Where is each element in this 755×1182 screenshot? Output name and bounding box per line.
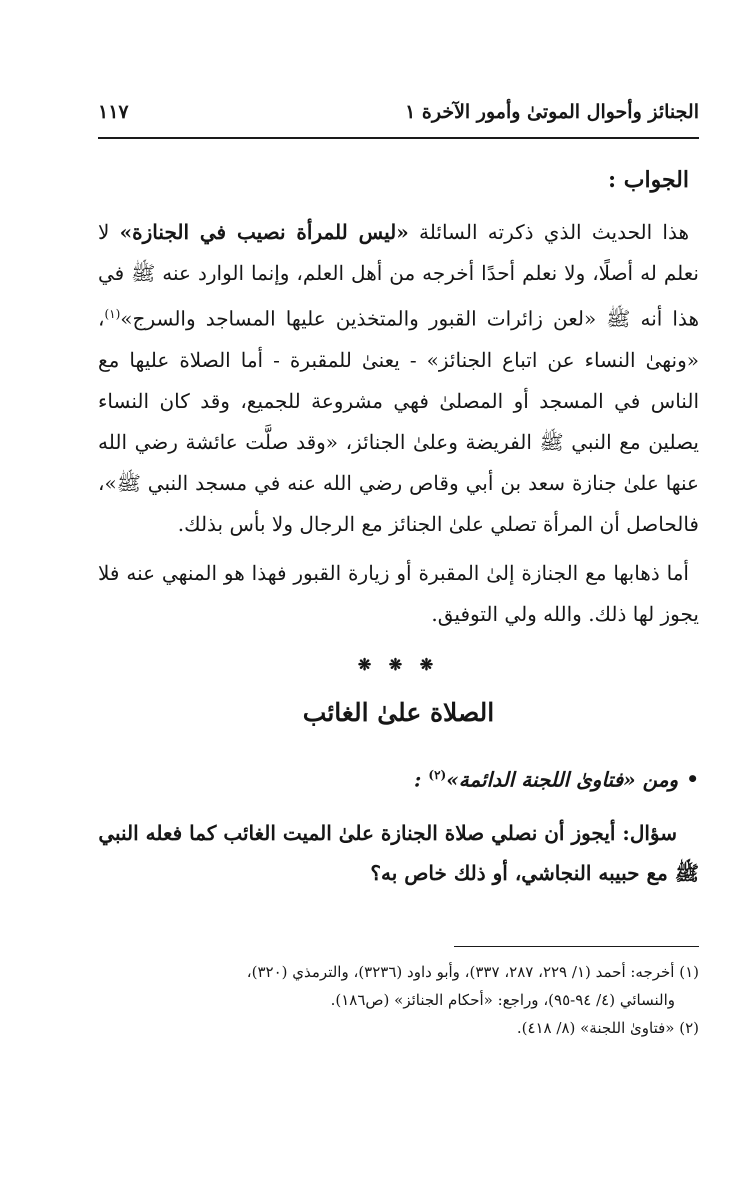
header-rule bbox=[98, 137, 699, 139]
header-title: الجنائز وأحوال الموتىٰ وأمور الآخرة ١ bbox=[405, 101, 699, 123]
bullet-icon: • bbox=[686, 767, 699, 792]
conclusion-paragraph: أما ذهابها مع الجنازة إلىٰ المقبرة أو زيارة القبور فهذا هو المنهي عنه فلا يجوز لها ذلك. والله ولي التوفيق. bbox=[98, 560, 699, 626]
footnote-ref-2: (٢) bbox=[428, 767, 447, 782]
quoted-hadith: «ليس للمرأة نصيب في الجنازة» bbox=[119, 220, 409, 244]
question-text: أيجوز أن نصلي صلاة الجنازة علىٰ الميت الغائب كما فعله النبي ﷺ مع حبيبه النجاشي، أو ذلك خاص به؟ bbox=[98, 821, 699, 886]
footnote-1 bbox=[98, 958, 699, 1014]
paragraph-text-b: ، «ونهىٰ النساء عن اتباع الجنائز» - يعنىٰ للمقبرة - أما الصلاة عليها مع الناس في المسجد أو المصلىٰ فهي مشروعة للجميع، وقد كان النساء يصلين مع النبي ﷺ الفريضة وعلىٰ الجنائز، «وقد صلَّت عائشة رضي الله عنها علىٰ جنازة سعد بن أبي وقاص رضي الله عنه في مسجد النبي ﷺ»، فالحاصل أن المرأة تصلي علىٰ الجنائز مع الرجال ولا بأس بذلك. bbox=[98, 306, 699, 536]
source-colon: : bbox=[414, 767, 422, 792]
main-text bbox=[98, 158, 699, 893]
footnote-1-line-1: (١) أخرجه: أحمد (١/ ٢٢٩، ٢٨٧، ٣٣٧)، وأبو داود (٣٢٣٦)، والترمذي (٣٢٠)، bbox=[246, 963, 699, 981]
footnote-rule bbox=[454, 946, 699, 947]
answer-paragraph bbox=[98, 212, 699, 545]
section-title: الصلاة علىٰ الغائب bbox=[302, 697, 495, 727]
running-header bbox=[98, 92, 699, 132]
question bbox=[98, 813, 699, 893]
footnotes bbox=[98, 958, 699, 1042]
paragraph-intro: هذا الحديث الذي ذكرته السائلة bbox=[408, 220, 689, 244]
paragraph-text-a: لا نعلم له أصلًا، ولا نعلم أحدًا أخرجه من أهل العلم، وإنما الوارد عنه ﷺ في هذا أنه ﷺ «لعن زائرات القبور والمتخذين عليها المساجد والسرج» bbox=[98, 220, 699, 331]
answer-label: الجواب : bbox=[608, 167, 689, 193]
source-text: ومن «فتاوىٰ اللجنة الدائمة» bbox=[446, 767, 679, 792]
section-separator: ❋ ❋ ❋ bbox=[357, 654, 440, 674]
fatwa-source bbox=[98, 755, 699, 800]
footnote-ref-1: (١) bbox=[104, 307, 121, 321]
page-number: ١١٧ bbox=[98, 101, 129, 123]
footnote-1-line-2: والنسائي (٤/ ٩٤-٩٥)، وراجع: «أحكام الجنائز» (ص١٨٦). bbox=[330, 991, 675, 1009]
question-label: سؤال: bbox=[615, 821, 677, 846]
footnote-2: (٢) «فتاوىٰ اللجنة» (٨/ ٤١٨). bbox=[516, 1019, 699, 1037]
